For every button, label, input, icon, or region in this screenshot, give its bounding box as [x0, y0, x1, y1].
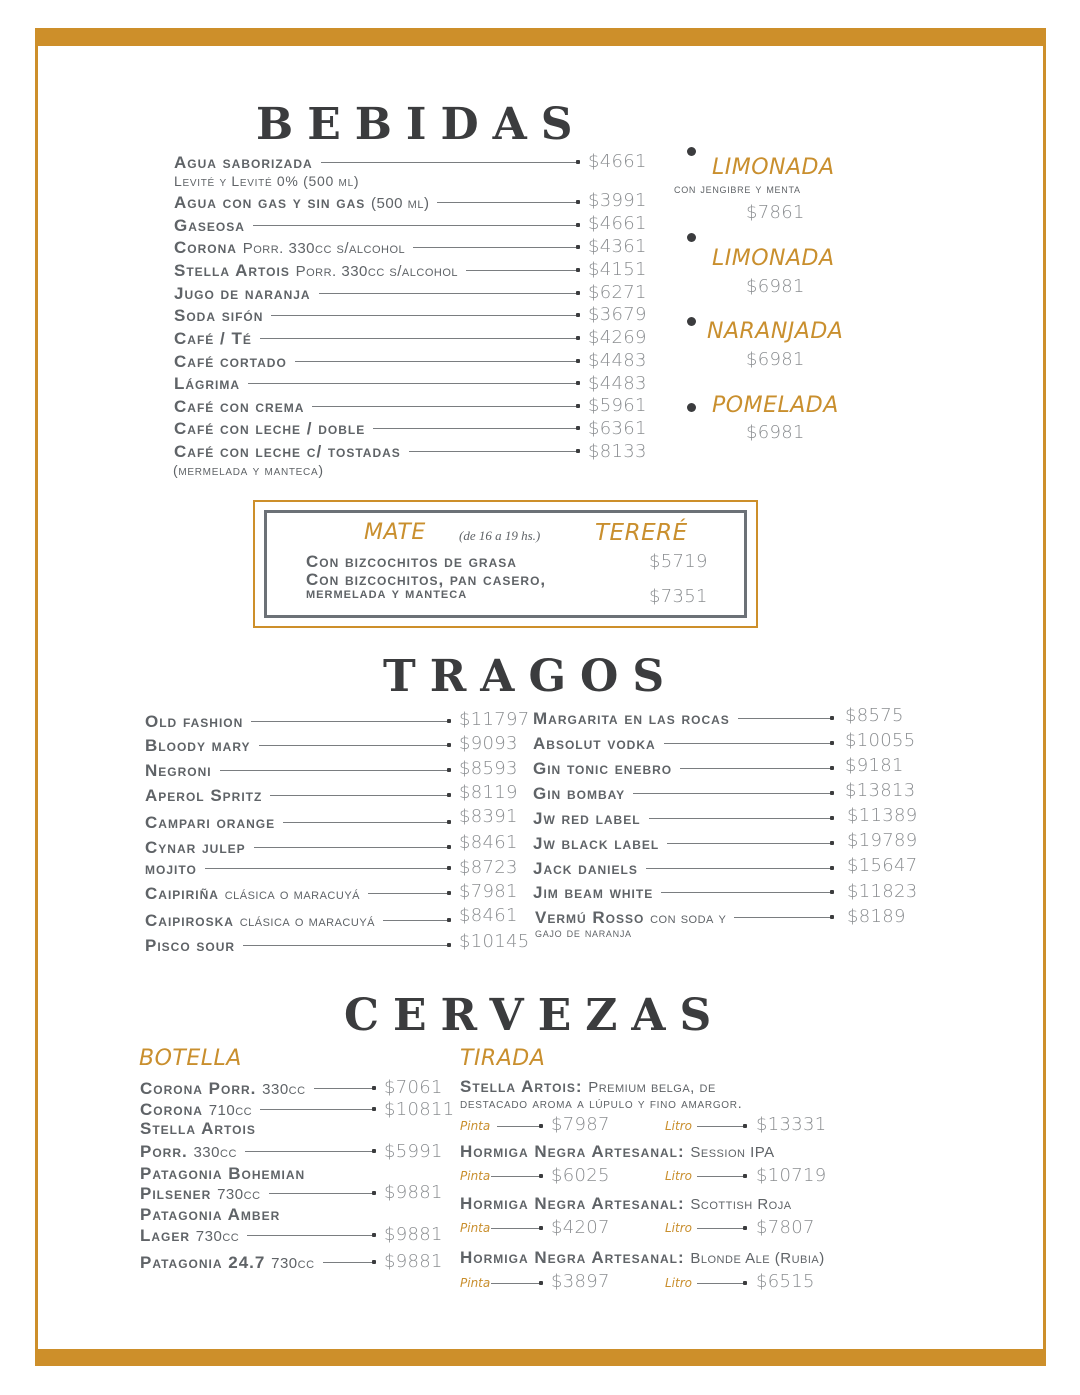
price: $15647	[847, 855, 918, 876]
leader-line	[243, 945, 449, 946]
price: $13813	[845, 780, 916, 801]
leader-line	[734, 917, 832, 918]
menu-item: Jack daniels	[533, 857, 838, 879]
price: $13331	[756, 1114, 827, 1135]
item-note: (mermelada y manteca)	[173, 462, 324, 478]
leader-line	[283, 822, 449, 823]
menu-item-name: Hormiga Negra Artesanal: Blonde Ale (Rubia)	[460, 1248, 825, 1267]
botella-label: BOTELLA	[139, 1046, 242, 1071]
price: $10145	[459, 931, 530, 952]
mate-item-name: Con bizcochitos de grasa	[306, 552, 517, 571]
leader-line	[220, 770, 449, 771]
menu-item: Corona Porr. 330cc	[140, 1077, 380, 1099]
price: $8119	[459, 782, 518, 803]
price: $7807	[756, 1217, 815, 1238]
leader-line	[667, 843, 832, 844]
price: $7981	[459, 881, 518, 902]
pomelada-title: POMELADA	[712, 393, 839, 418]
price: $11389	[847, 805, 918, 826]
leader-line	[491, 1176, 541, 1177]
price: $6981	[746, 276, 805, 297]
litro-label: Litro	[665, 1119, 692, 1133]
price: $11823	[847, 881, 918, 902]
leader-line	[260, 338, 578, 339]
menu-item: Lager 730cc	[140, 1224, 380, 1246]
price: $8575	[845, 705, 904, 726]
leader-line	[664, 743, 832, 744]
price: $4661	[588, 151, 647, 172]
price: $6025	[551, 1165, 610, 1186]
mate-item-name: mermelada y manteca	[306, 585, 468, 602]
menu-item-name: Stella Artois: Premium belga, de	[460, 1077, 716, 1096]
price: $4207	[551, 1217, 610, 1238]
price: $8461	[459, 832, 518, 853]
price: $6361	[588, 418, 647, 439]
price: $6515	[756, 1271, 815, 1292]
leader-line	[491, 1283, 541, 1284]
leader-line	[697, 1228, 745, 1229]
menu-item: Agua saborizada	[174, 151, 584, 173]
price: $4483	[588, 350, 647, 371]
price: $6271	[588, 282, 647, 303]
leader-line	[383, 920, 449, 921]
section-title-bebidas: BEBIDAS	[256, 99, 587, 150]
leader-line	[680, 768, 832, 769]
price: $8461	[459, 905, 518, 926]
leader-line	[697, 1283, 745, 1284]
price: $10055	[845, 730, 916, 751]
menu-item: Corona 710cc	[140, 1098, 380, 1120]
bullet-icon	[687, 233, 696, 242]
price: $3991	[588, 190, 647, 211]
menu-item: Lágrima	[174, 372, 584, 394]
leader-line	[251, 721, 449, 722]
price: $5991	[384, 1141, 443, 1162]
menu-item: Café con leche / doble	[174, 417, 584, 439]
price: $11797	[459, 709, 530, 730]
price: $3897	[551, 1271, 610, 1292]
menu-item: Gin tonic enebro	[533, 757, 838, 779]
limonada-title: LIMONADA	[712, 155, 835, 180]
menu-item: Porr. 330cc	[140, 1140, 380, 1162]
leader-line	[646, 868, 832, 869]
menu-item: Jim beam white	[533, 881, 838, 903]
price: $6981	[746, 349, 805, 370]
pinta-label: Pinta	[460, 1169, 491, 1183]
menu-item: Jw red label	[533, 807, 838, 829]
menu-item-name: Stella Artois	[140, 1119, 256, 1138]
price: $7351	[649, 586, 708, 607]
mate-item-name: Con bizcochitos, pan casero,	[306, 570, 547, 589]
menu-item: Café con crema	[174, 395, 584, 417]
menu-item: Gaseosa	[174, 214, 584, 236]
terere-label: TERERÉ	[595, 520, 688, 546]
tirada-label: TIRADA	[460, 1046, 546, 1071]
price: $8723	[459, 857, 518, 878]
leader-line	[295, 361, 578, 362]
menu-item: Old fashion	[145, 710, 455, 732]
mate-hours: (de 16 a 19 hs.)	[459, 528, 541, 543]
menu-item: Jw black label	[533, 832, 838, 854]
price: $6981	[746, 422, 805, 443]
leader-line	[205, 868, 449, 869]
section-title-tragos: TRAGOS	[383, 651, 679, 702]
bullet-icon	[687, 403, 696, 412]
price: $9881	[384, 1182, 443, 1203]
leader-line	[270, 795, 449, 796]
leader-line	[319, 293, 578, 294]
price: $4269	[588, 327, 647, 348]
menu-item: Soda sifón	[174, 304, 584, 326]
item-note: gajo de naranja	[535, 925, 632, 940]
price: $5719	[649, 551, 708, 572]
menu-item: Vermú Rosso con soda y	[535, 906, 838, 928]
price: $9881	[384, 1251, 443, 1272]
menu-item: Campari orange	[145, 811, 455, 833]
price: $4661	[588, 213, 647, 234]
leader-line	[437, 202, 578, 203]
price: $19789	[847, 830, 918, 851]
leader-line	[260, 1109, 374, 1110]
limonada-title: LIMONADA	[712, 246, 835, 271]
leader-line	[323, 1262, 374, 1263]
price: $9881	[384, 1224, 443, 1245]
menu-item: Aperol Spritz	[145, 784, 455, 806]
leader-line	[697, 1176, 745, 1177]
menu-item: Pisco sour	[145, 934, 455, 956]
price: $4483	[588, 373, 647, 394]
price: $3679	[588, 304, 647, 325]
menu-item: Margarita en las rocas	[533, 707, 838, 729]
price: $7987	[551, 1114, 610, 1135]
menu-item: Corona Porr. 330cc s/alcohol	[174, 236, 584, 258]
leader-line	[738, 718, 832, 719]
menu-item: Pilsener 730cc	[140, 1182, 380, 1204]
menu-item-name: Patagonia Amber	[140, 1205, 281, 1224]
price: $9181	[845, 755, 904, 776]
menu-item: mojito	[145, 857, 455, 879]
litro-label: Litro	[665, 1276, 692, 1290]
leader-line	[466, 270, 578, 271]
leader-line	[254, 847, 449, 848]
bullet-icon	[687, 317, 696, 326]
price: $4361	[588, 236, 647, 257]
item-note: Levité y Levité 0% (500 ml)	[174, 173, 360, 189]
menu-item: Caipiroska clásica o maracuyá	[145, 909, 455, 931]
leader-line	[271, 315, 578, 316]
menu-item: Caipiriña clásica o maracuyá	[145, 882, 455, 904]
pinta-label: Pinta	[460, 1276, 491, 1290]
bullet-icon	[687, 147, 696, 156]
leader-line	[321, 162, 578, 163]
price: $10719	[756, 1165, 827, 1186]
menu-item: Negroni	[145, 759, 455, 781]
leader-line	[248, 383, 578, 384]
menu-item: Café con leche c/ tostadas	[174, 440, 584, 462]
menu-item: Agua con gas y sin gas (500 ml)	[174, 191, 584, 213]
leader-line	[314, 1088, 374, 1089]
leader-line	[409, 451, 578, 452]
menu-item: Absolut vodka	[533, 732, 838, 754]
top-accent-bar	[35, 28, 1046, 46]
leader-line	[312, 406, 578, 407]
price: $9093	[459, 733, 518, 754]
item-note: destacado aroma a lúpulo y fino amargor.	[460, 1095, 743, 1111]
menu-item: Café cortado	[174, 350, 584, 372]
leader-line	[247, 1235, 374, 1236]
menu-item: Gin bombay	[533, 782, 838, 804]
leader-line	[491, 1228, 541, 1229]
price: $10811	[384, 1099, 455, 1120]
menu-item-name: Hormiga Negra Artesanal: Scottish Roja	[460, 1194, 792, 1213]
leader-line	[661, 892, 832, 893]
leader-line	[633, 793, 832, 794]
leader-line	[259, 745, 449, 746]
bottom-accent-bar	[35, 1349, 1046, 1366]
litro-label: Litro	[665, 1221, 692, 1235]
limonada-detail: con jengibre y menta	[674, 181, 801, 196]
naranjada-title: NARANJADA	[707, 319, 844, 344]
leader-line	[497, 1126, 541, 1127]
section-title-cervezas: CERVEZAS	[344, 990, 726, 1041]
pinta-label: Pinta	[460, 1119, 491, 1133]
price: $8593	[459, 758, 518, 779]
menu-item: Cynar julep	[145, 836, 455, 858]
pinta-label: Pinta	[460, 1221, 491, 1235]
mate-label: MATE	[364, 520, 426, 545]
menu-item: Stella Artois Porr. 330cc s/alcohol	[174, 259, 584, 281]
price: $5961	[588, 395, 647, 416]
litro-label: Litro	[665, 1169, 692, 1183]
leader-line	[253, 225, 578, 226]
price: $7861	[746, 202, 805, 223]
leader-line	[368, 893, 449, 894]
leader-line	[269, 1193, 374, 1194]
price: $4151	[588, 259, 647, 280]
menu-item: Jugo de naranja	[174, 282, 584, 304]
leader-line	[413, 247, 578, 248]
leader-line	[697, 1126, 745, 1127]
leader-line	[649, 818, 832, 819]
menu-item: Patagonia 24.7 730cc	[140, 1251, 380, 1273]
price: $8189	[847, 906, 906, 927]
menu-item-name: Patagonia Bohemian	[140, 1164, 306, 1183]
price: $8133	[588, 441, 647, 462]
menu-item-name: Hormiga Negra Artesanal: Session IPA	[460, 1142, 775, 1161]
price: $7061	[384, 1077, 443, 1098]
leader-line	[373, 428, 578, 429]
menu-item: Bloody mary	[145, 734, 455, 756]
leader-line	[245, 1151, 374, 1152]
price: $8391	[459, 806, 518, 827]
menu-item: Café / Té	[174, 327, 584, 349]
